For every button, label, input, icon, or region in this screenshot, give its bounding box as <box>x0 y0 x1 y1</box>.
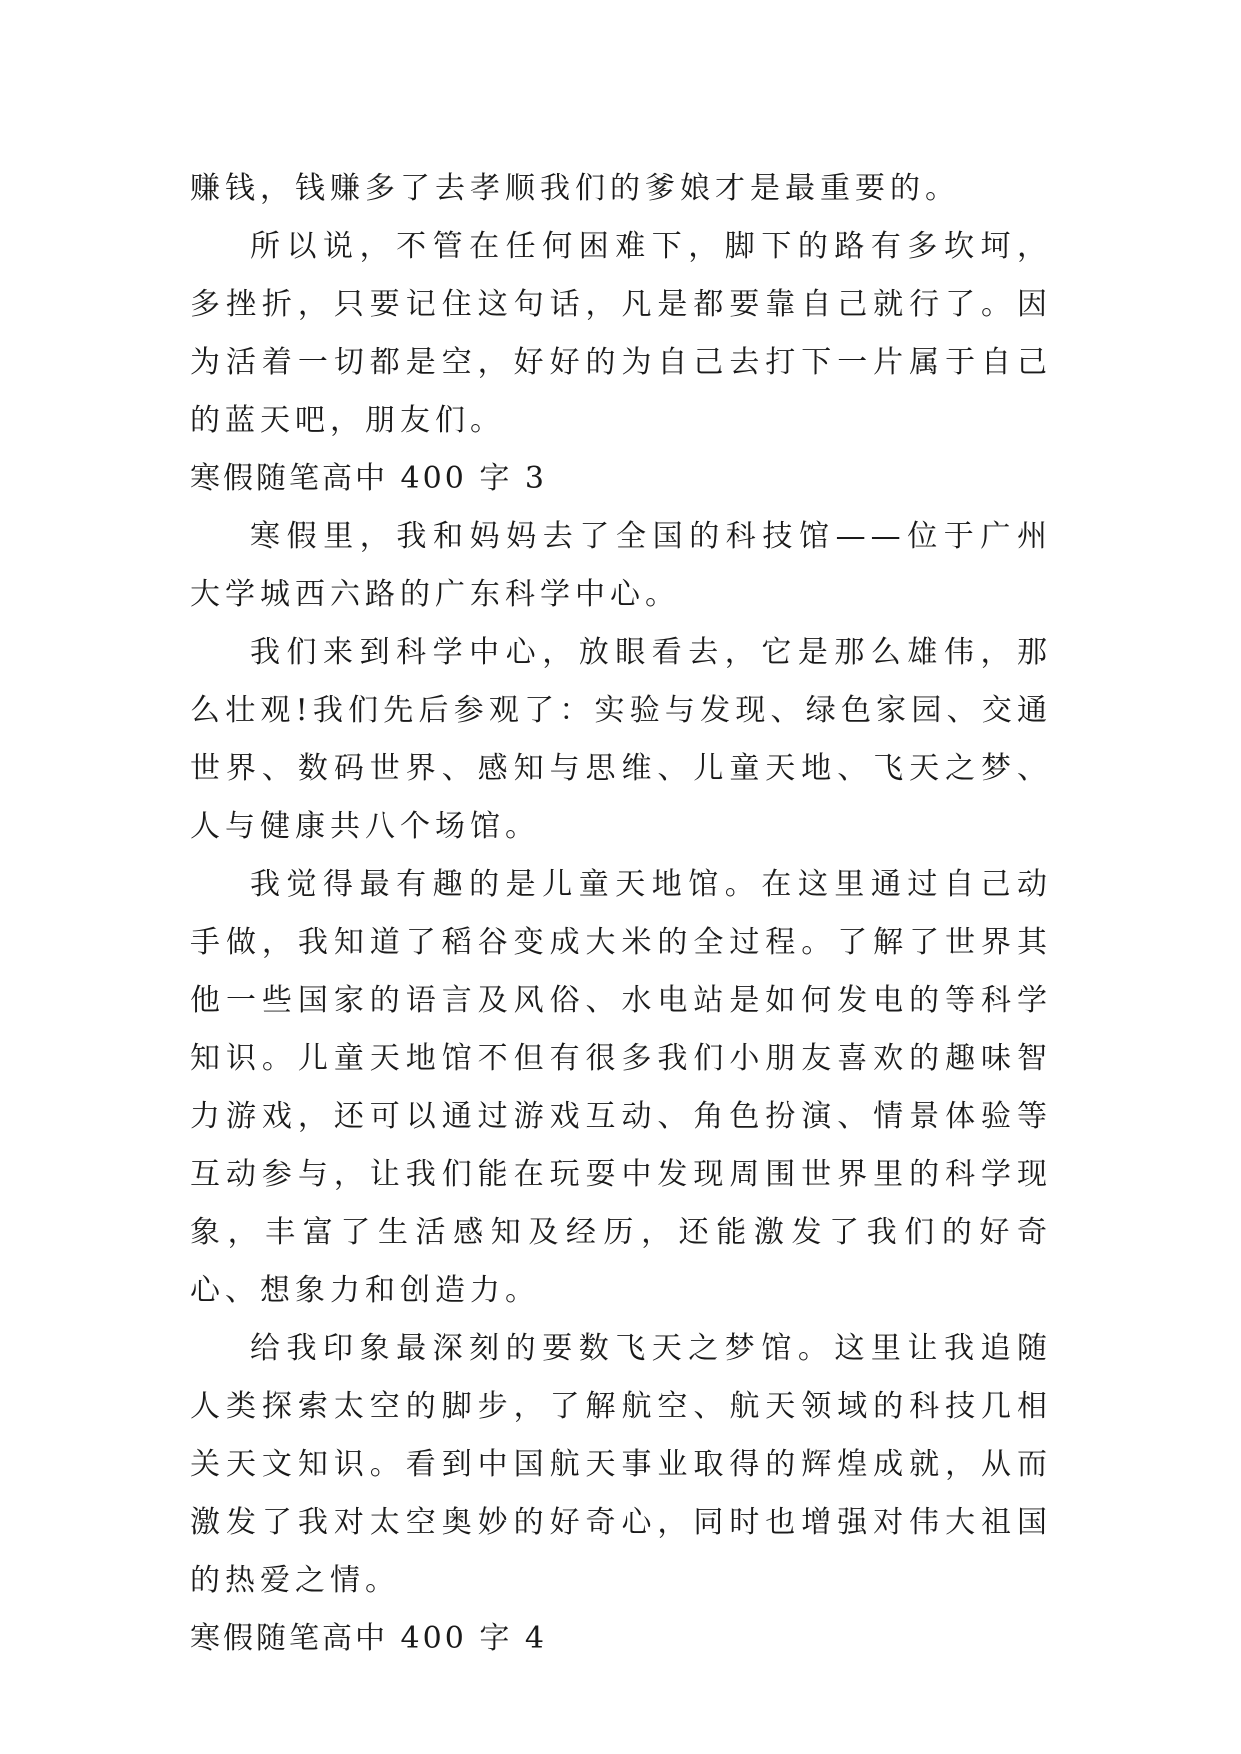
paragraph: 我觉得最有趣的是儿童天地馆。在这里通过自己动手做，我知道了稻谷变成大米的全过程。了解了世界其他一些国家的语言及风俗、水电站是如何发电的等科学知识。儿童天地馆不但有很多我们小朋友喜欢的趣味智力游戏，还可以通过游戏互动、角色扮演、情景体验等互动参与，让我们能在玩耍中发现周围世界里的科学现象，丰富了生活感知及经历，还能激发了我们的好奇心、想象力和创造力。 <box>190 867 1052 1308</box>
section-heading: 寒假随笔高中 400 字 3 <box>190 461 547 496</box>
paragraph: 所以说，不管在任何困难下，脚下的路有多坎坷，多挫折，只要记住这句话，凡是都要靠自己就行了。因为活着一切都是空，好好的为自己去打下一片属于自己的蓝天吧，朋友们。 <box>190 229 1052 438</box>
section-heading: 寒假随笔高中 400 字 4 <box>190 1621 547 1656</box>
paragraph: 给我印象最深刻的要数飞天之梦馆。这里让我追随人类探索太空的脚步，了解航空、航天领域的科技几相关天文知识。看到中国航天事业取得的辉煌成就，从而激发了我对太空奥妙的好奇心，同时也增强对伟大祖国的热爱之情。 <box>190 1331 1052 1598</box>
paragraph: 我们来到科学中心，放眼看去，它是那么雄伟，那么壮观!我们先后参观了：实验与发现、绿色家园、交通世界、数码世界、感知与思维、儿童天地、飞天之梦、人与健康共八个场馆。 <box>190 635 1052 844</box>
paragraph: 寒假里，我和妈妈去了全国的科技馆——位于广州大学城西六路的广东科学中心。 <box>190 519 1052 612</box>
paragraph: 赚钱，钱赚多了去孝顺我们的爹娘才是最重要的。 <box>190 171 960 206</box>
document-body <box>190 160 1052 1668</box>
